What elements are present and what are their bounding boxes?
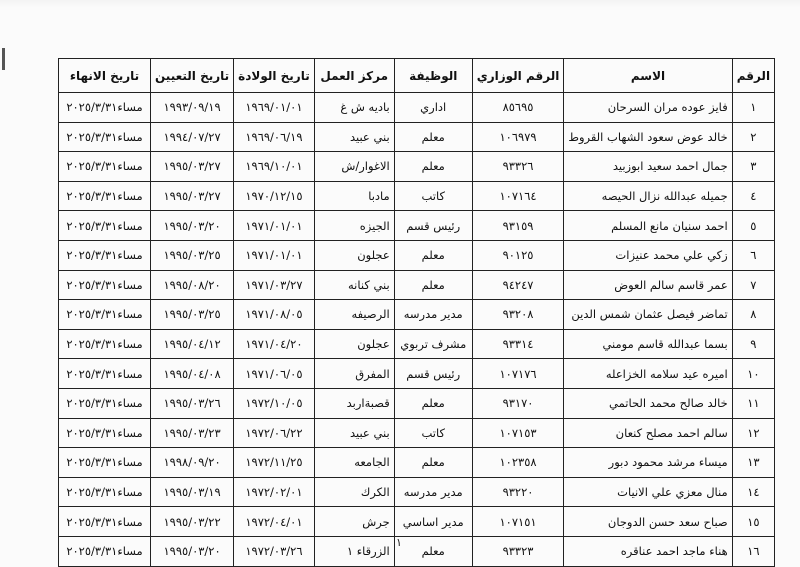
cell-ministry-id: ٩٤٢٤٧	[472, 270, 564, 300]
cell-work-center: عجلون	[314, 329, 394, 359]
cell-birth-date: ١٩٧١/٠٦/٠٥	[234, 359, 315, 389]
cell-job: معلم	[394, 152, 472, 182]
cell-birth-date: ١٩٧٢/٠٣/٢٦	[234, 536, 315, 566]
cell-ministry-id: ٩٣٣٢٣	[472, 536, 564, 566]
cell-num: ١٢	[732, 418, 774, 448]
cell-appointment-date: ١٩٩٥/٠٣/٢٠	[151, 536, 234, 566]
cell-work-center: مادبا	[314, 181, 394, 211]
cell-name: جميله عبدالله نزال الحيصه	[564, 181, 732, 211]
cell-work-center: قصبةاربد	[314, 388, 394, 418]
cell-birth-date: ١٩٧٢/١٠/٠٥	[234, 388, 315, 418]
cell-job: معلم	[394, 240, 472, 270]
cell-work-center: الجيزه	[314, 211, 394, 241]
cell-end-date: مساء٢٠٢٥/٣/٣١	[59, 388, 151, 418]
cell-name: هناء ماجد احمد عناقره	[564, 536, 732, 566]
header-ministry-id: الرقم الوزاري	[472, 59, 564, 93]
cell-ministry-id: ٩٣١٧٠	[472, 388, 564, 418]
retirement-table-container	[58, 58, 775, 567]
cell-work-center: بني كنانه	[314, 270, 394, 300]
cell-num: ١٣	[732, 448, 774, 478]
cell-ministry-id: ١٠٢٣٥٨	[472, 448, 564, 478]
cell-job: مدير مدرسه	[394, 477, 472, 507]
cell-appointment-date: ١٩٩٥/٠٣/٢٧	[151, 181, 234, 211]
cell-name: زكي علي محمد عنيزات	[564, 240, 732, 270]
cell-job: معلم	[394, 536, 472, 566]
cell-birth-date: ١٩٧٢/٠٦/٢٢	[234, 418, 315, 448]
cell-appointment-date: ١٩٩٥/٠٣/٢٥	[151, 240, 234, 270]
cell-name: صباح سعد حسن الدوجان	[564, 507, 732, 537]
cell-ministry-id: ١٠٧١٥٣	[472, 418, 564, 448]
cell-work-center: بني عبيد	[314, 122, 394, 152]
header-job: الوظيفة	[394, 59, 472, 93]
table-row	[59, 93, 775, 123]
cell-work-center: باديه ش غ	[314, 93, 394, 123]
cell-job: معلم	[394, 388, 472, 418]
cell-name: منال معزي علي الانيات	[564, 477, 732, 507]
cell-name: سالم احمد مصلح كنعان	[564, 418, 732, 448]
cell-birth-date: ١٩٦٩/١٠/٠١	[234, 152, 315, 182]
cell-job: معلم	[394, 270, 472, 300]
cell-name: احمد سنيان مانع المسلم	[564, 211, 732, 241]
cell-ministry-id: ١٠٧١٧٦	[472, 359, 564, 389]
cell-num: ١٤	[732, 477, 774, 507]
cell-birth-date: ١٩٧١/٠١/٠١	[234, 211, 315, 241]
cell-work-center: الزرقاء ١	[314, 536, 394, 566]
cell-appointment-date: ١٩٩٥/٠٣/٢٧	[151, 152, 234, 182]
cell-birth-date: ١٩٧٢/٠٢/٠١	[234, 477, 315, 507]
cell-num: ١١	[732, 388, 774, 418]
table-row	[59, 122, 775, 152]
cell-name: جمال احمد سعيد ابوزبيد	[564, 152, 732, 182]
cell-ministry-id: ٩٣٣١٤	[472, 329, 564, 359]
cell-appointment-date: ١٩٩٥/٠٣/٢٢	[151, 507, 234, 537]
page-number: ١	[396, 536, 402, 549]
cell-birth-date: ١٩٧٠/١٢/١٥	[234, 181, 315, 211]
table-row	[59, 418, 775, 448]
header-name: الاسم	[564, 59, 732, 93]
header-appointment-date: تاريخ التعيين	[151, 59, 234, 93]
cell-end-date: مساء٢٠٢٥/٣/٣١	[59, 329, 151, 359]
cell-ministry-id: ٩٣١٥٩	[472, 211, 564, 241]
cell-birth-date: ١٩٧١/٠٣/٢٧	[234, 270, 315, 300]
cell-appointment-date: ١٩٩٥/٠٣/١٩	[151, 477, 234, 507]
table-row	[59, 181, 775, 211]
cell-birth-date: ١٩٧٢/٠٤/٠١	[234, 507, 315, 537]
table-row	[59, 507, 775, 537]
cell-num: ١٦	[732, 536, 774, 566]
cell-job: مدير مدرسه	[394, 300, 472, 330]
cell-job: مدير اساسي	[394, 507, 472, 537]
cell-ministry-id: ٨٥٦٩٥	[472, 93, 564, 123]
cell-birth-date: ١٩٧١/٠٤/٢٠	[234, 329, 315, 359]
cell-end-date: مساء٢٠٢٥/٣/٣١	[59, 300, 151, 330]
cell-name: عمر قاسم سالم العوض	[564, 270, 732, 300]
header-work-center: مركز العمل	[314, 59, 394, 93]
cell-birth-date: ١٩٧١/٠٨/٠٥	[234, 300, 315, 330]
table-row	[59, 240, 775, 270]
cell-end-date: مساء٢٠٢٥/٣/٣١	[59, 181, 151, 211]
cell-work-center: عجلون	[314, 240, 394, 270]
cell-job: معلم	[394, 448, 472, 478]
cell-end-date: مساء٢٠٢٥/٣/٣١	[59, 240, 151, 270]
cell-birth-date: ١٩٦٩/٠٦/١٩	[234, 122, 315, 152]
cell-job: معلم	[394, 122, 472, 152]
cell-num: ٦	[732, 240, 774, 270]
header-end-date: تاريخ الانهاء	[59, 59, 151, 93]
table-row	[59, 359, 775, 389]
cell-end-date: مساء٢٠٢٥/٣/٣١	[59, 152, 151, 182]
cell-ministry-id: ٩٣٢٠٨	[472, 300, 564, 330]
cell-ministry-id: ١٠٧١٦٤	[472, 181, 564, 211]
table-row	[59, 300, 775, 330]
cell-work-center: الاغوار/ش	[314, 152, 394, 182]
header-num: الرقم	[732, 59, 774, 93]
cell-job: كاتب	[394, 181, 472, 211]
table-header-row	[59, 59, 775, 93]
cell-name: اميره عيد سلامه الخزاعله	[564, 359, 732, 389]
cell-appointment-date: ١٩٩٥/٠٨/٢٠	[151, 270, 234, 300]
cell-appointment-date: ١٩٩٣/٠٩/١٩	[151, 93, 234, 123]
cell-appointment-date: ١٩٩٥/٠٤/١٢	[151, 329, 234, 359]
cell-end-date: مساء٢٠٢٥/٣/٣١	[59, 211, 151, 241]
retirement-table	[58, 58, 775, 567]
cell-appointment-date: ١٩٩٥/٠٣/٢٦	[151, 388, 234, 418]
table-row	[59, 536, 775, 566]
cell-name: خالد صالح محمد الحاتمي	[564, 388, 732, 418]
cell-birth-date: ١٩٦٩/٠١/٠١	[234, 93, 315, 123]
cell-appointment-date: ١٩٩٥/٠٣/٢٥	[151, 300, 234, 330]
cell-num: ٤	[732, 181, 774, 211]
cell-appointment-date: ١٩٩٥/٠٤/٠٨	[151, 359, 234, 389]
cell-end-date: مساء٢٠٢٥/٣/٣١	[59, 93, 151, 123]
cell-name: بسما عبدالله قاسم مومني	[564, 329, 732, 359]
cell-num: ٩	[732, 329, 774, 359]
cell-name: فايز عوده مران السرحان	[564, 93, 732, 123]
cell-end-date: مساء٢٠٢٥/٣/٣١	[59, 477, 151, 507]
cell-end-date: مساء٢٠٢٥/٣/٣١	[59, 418, 151, 448]
cell-num: ٢	[732, 122, 774, 152]
page-top-edge	[0, 0, 800, 8]
cell-num: ٥	[732, 211, 774, 241]
cell-num: ١	[732, 93, 774, 123]
cell-num: ٣	[732, 152, 774, 182]
cell-num: ٨	[732, 300, 774, 330]
scan-margin-mark	[2, 48, 5, 70]
cell-end-date: مساء٢٠٢٥/٣/٣١	[59, 122, 151, 152]
table-row	[59, 388, 775, 418]
cell-name: ميساء مرشد محمود دبور	[564, 448, 732, 478]
cell-work-center: المفرق	[314, 359, 394, 389]
cell-end-date: مساء٢٠٢٥/٣/٣١	[59, 270, 151, 300]
table-row	[59, 329, 775, 359]
cell-job: اداري	[394, 93, 472, 123]
cell-work-center: الكرك	[314, 477, 394, 507]
cell-birth-date: ١٩٧١/٠١/٠١	[234, 240, 315, 270]
cell-work-center: الرصيفه	[314, 300, 394, 330]
table-row	[59, 477, 775, 507]
cell-end-date: مساء٢٠٢٥/٣/٣١	[59, 448, 151, 478]
header-birth-date: تاريخ الولادة	[234, 59, 315, 93]
cell-appointment-date: ١٩٩٥/٠٣/٢٣	[151, 418, 234, 448]
cell-work-center: بني عبيد	[314, 418, 394, 448]
table-row	[59, 270, 775, 300]
cell-work-center: جرش	[314, 507, 394, 537]
cell-job: رئيس قسم	[394, 359, 472, 389]
cell-appointment-date: ١٩٩٨/٠٩/٢٠	[151, 448, 234, 478]
cell-ministry-id: ١٠٦٩٧٩	[472, 122, 564, 152]
table-row	[59, 211, 775, 241]
cell-work-center: الجامعه	[314, 448, 394, 478]
cell-name: تماضر فيصل عثمان شمس الدين	[564, 300, 732, 330]
cell-appointment-date: ١٩٩٤/٠٧/٢٧	[151, 122, 234, 152]
cell-job: كاتب	[394, 418, 472, 448]
cell-num: ١٥	[732, 507, 774, 537]
cell-ministry-id: ٩٣٣٢٦	[472, 152, 564, 182]
cell-birth-date: ١٩٧٢/١١/٢٥	[234, 448, 315, 478]
table-row	[59, 448, 775, 478]
cell-ministry-id: ١٠٧١٥١	[472, 507, 564, 537]
cell-end-date: مساء٢٠٢٥/٣/٣١	[59, 359, 151, 389]
cell-job: مشرف تربوي	[394, 329, 472, 359]
table-body	[59, 93, 775, 567]
cell-ministry-id: ٩٠١٢٥	[472, 240, 564, 270]
cell-num: ١٠	[732, 359, 774, 389]
cell-end-date: مساء٢٠٢٥/٣/٣١	[59, 507, 151, 537]
cell-end-date: مساء٢٠٢٥/٣/٣١	[59, 536, 151, 566]
cell-ministry-id: ٩٣٢٢٠	[472, 477, 564, 507]
cell-job: رئيس قسم	[394, 211, 472, 241]
cell-name: خالد عوض سعود الشهاب القروط	[564, 122, 732, 152]
cell-appointment-date: ١٩٩٥/٠٣/٢٠	[151, 211, 234, 241]
cell-num: ٧	[732, 270, 774, 300]
table-row	[59, 152, 775, 182]
